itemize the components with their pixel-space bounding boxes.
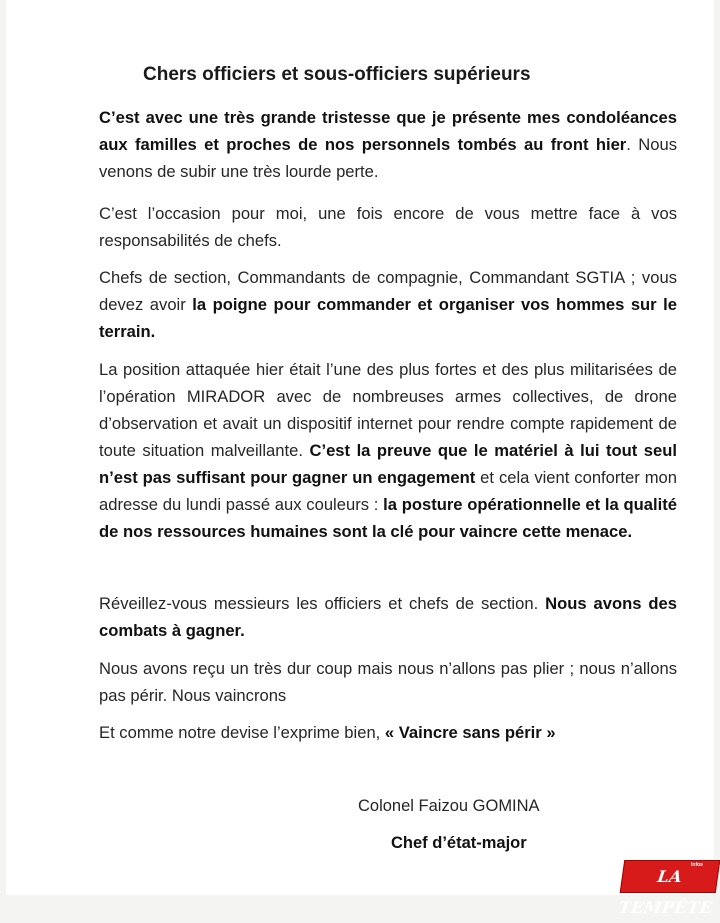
wake-up-text: Réveillez-vous messieurs les officiers et chefs de section. [99, 594, 546, 613]
condolences-text: . Nous venons de subir une très lourde perte. [99, 135, 677, 181]
la-tempete-logo: LA TEMPÊTE [620, 860, 720, 893]
position-bold-2: la posture opérationnelle et la qualité de nos ressources humaines sont la clé pour vaincre cette menace. [99, 495, 677, 541]
paragraph-condolences [99, 104, 677, 185]
position-text-1: La position attaquée hier était l’une des plus fortes et des plus militarisées de l’opération MIRADOR avec de nombreuses armes collectives, de drone d’observation et avait un dispositif internet pour rendre compte rapidement de toute situation malveillante. [99, 360, 677, 460]
signature-name: Colonel Faizou GOMINA [358, 797, 540, 815]
paragraph-responsibilities: C’est l’occasion pour moi, une fois encore de vous mettre face à vos responsabilités de chefs. [99, 204, 677, 250]
paragraph-chiefs [99, 264, 677, 345]
paragraph-resolve: Nous avons reçu un très dur coup mais nous n’allons pas plier ; nous n’allons pas périr. Nous vaincrons [99, 659, 677, 705]
document-page [6, 0, 714, 895]
position-bold-1: C’est la preuve que le matériel à lui tout seul n’est pas suffisant pour gagner un engagement [99, 441, 678, 487]
paragraph-motto [99, 719, 677, 746]
page-title: Chers officiers et sous-officiers supérieurs [143, 64, 531, 85]
signature-role: Chef d’état-major [391, 834, 527, 852]
paragraph-wake-up [99, 590, 677, 644]
wake-up-bold: Nous avons des combats à gagner. [99, 594, 677, 640]
paragraph-position [99, 356, 677, 545]
chiefs-bold-text: la poigne pour commander et organiser vos hommes sur le terrain. [99, 295, 678, 341]
chiefs-text: Chefs de section, Commandants de compagnie, Commandant SGTIA ; vous devez avoir [99, 268, 677, 314]
condolences-bold-text: C’est avec une très grande tristesse que je présente mes condoléances aux familles et proches de nos personnels tombés au front hier [99, 108, 677, 154]
motto-bold: « Vaincre sans périr » [384, 723, 556, 742]
position-text-2: et cela vient conforter mon adresse du lundi passé aux couleurs : [99, 468, 677, 514]
motto-text: Et comme notre devise l’exprime bien, [99, 723, 385, 742]
logo-subtitle: Infos [691, 862, 703, 868]
